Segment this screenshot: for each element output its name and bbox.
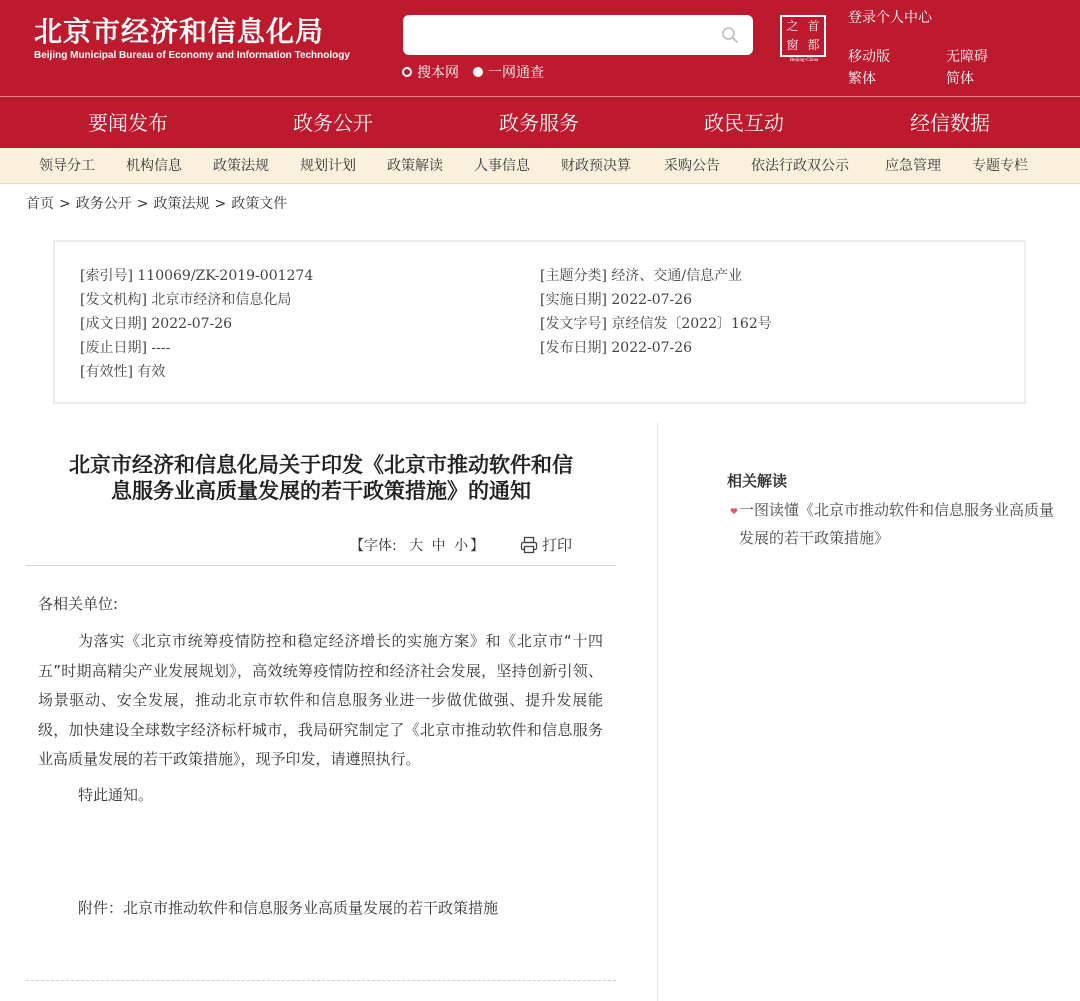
- meta-issuer: [发文机构] 北京市经济和信息化局: [80, 292, 292, 308]
- main-nav-label: 经信数据: [910, 111, 990, 135]
- breadcrumb-open-government[interactable]: 政务公开: [75, 196, 132, 212]
- breadcrumb-separator: >: [214, 196, 227, 212]
- mobile-version-link[interactable]: 移动版: [848, 49, 890, 65]
- article-divider: [26, 565, 616, 566]
- seal-subtitle: Beijing-China: [789, 58, 819, 63]
- main-nav-data[interactable]: [842, 97, 1058, 149]
- font-size-small-button[interactable]: 小: [454, 538, 469, 554]
- search-scope-site[interactable]: [402, 62, 459, 82]
- search-scope-all[interactable]: [473, 62, 544, 82]
- sub-nav-item[interactable]: 政策解读: [387, 158, 443, 174]
- breadcrumb-policies[interactable]: 政策法规: [153, 196, 210, 212]
- meta-index-number: [索引号] 110069/ZK-2019-001274: [80, 268, 314, 284]
- meta-published-date: [发布日期] 2022-07-26: [540, 340, 693, 356]
- sub-nav-item[interactable]: 规划计划: [300, 158, 356, 174]
- article-attachment[interactable]: 附件：北京市推动软件和信息服务业高质量发展的若干政策措施: [78, 899, 499, 917]
- meta-topic: [主题分类] 经济、交通/信息产业: [540, 268, 743, 284]
- seal-char: 首: [807, 19, 820, 33]
- site-header: [0, 0, 1080, 96]
- main-nav-label: 政民互动: [704, 111, 784, 135]
- seal-char: 都: [807, 38, 820, 52]
- related-interpretation-title: 相关解读: [727, 472, 788, 490]
- site-logo-subtitle: Beijing Municipal Bureau of Economy and Information Technology: [34, 50, 350, 61]
- heart-bullet-icon: [730, 507, 738, 515]
- breadcrumb-home[interactable]: 首页: [26, 196, 54, 212]
- article-title: [26, 452, 616, 504]
- main-nav-news[interactable]: [20, 97, 236, 149]
- capital-window-seal[interactable]: [780, 15, 828, 65]
- article-title-line: 北京市经济和信息化局关于印发《北京市推动软件和信: [69, 453, 573, 477]
- search-icon[interactable]: [721, 26, 739, 44]
- site-logo-title[interactable]: 北京市经济和信息化局: [34, 15, 325, 48]
- sub-nav-item[interactable]: 领导分工: [39, 158, 95, 174]
- font-size-label: 【字体:: [350, 538, 397, 554]
- meta-validity: [有效性] 有效: [80, 364, 166, 380]
- meta-effective-date: [实施日期] 2022-07-26: [540, 292, 693, 308]
- search-scope-all-label: 一网通查: [488, 65, 544, 81]
- seal-logo: [780, 15, 826, 57]
- sub-nav-item[interactable]: 应急管理: [885, 158, 941, 174]
- sub-nav-item[interactable]: 依法行政双公示: [751, 158, 849, 174]
- seal-char: 之: [786, 19, 799, 33]
- accessibility-link[interactable]: 无障碍: [946, 49, 988, 65]
- main-nav-services[interactable]: [431, 97, 647, 149]
- printer-icon: [520, 536, 538, 554]
- breadcrumb: [26, 193, 287, 213]
- document-metadata: [53, 240, 1026, 404]
- main-nav-label: 政务公开: [293, 97, 373, 149]
- font-size-control: [350, 535, 484, 555]
- traditional-chinese-link[interactable]: 繁体: [848, 71, 876, 87]
- login-personal-center-link[interactable]: 登录个人中心: [848, 10, 932, 26]
- seal-char: 窗: [786, 38, 799, 52]
- article-salutation: 各相关单位:: [38, 595, 119, 613]
- main-nav-label: 要闻发布: [88, 111, 168, 135]
- simplified-chinese-link[interactable]: 简体: [946, 71, 974, 87]
- meta-document-number: [发文字号] 京经信发〔2022〕162号: [540, 316, 772, 332]
- meta-abolished-date: [废止日期] ----: [80, 340, 171, 356]
- main-nav-open-government[interactable]: [225, 97, 441, 149]
- article-title-line: 息服务业高质量发展的若干政策措施》的通知: [111, 479, 531, 503]
- sub-nav-item[interactable]: 采购公告: [664, 158, 720, 174]
- print-label: 打印: [542, 536, 573, 554]
- search-scope-site-label: 搜本网: [417, 65, 459, 81]
- breadcrumb-separator: >: [136, 196, 149, 212]
- article-notice: 特此通知。: [78, 786, 154, 804]
- column-divider: [657, 422, 658, 1001]
- radio-checked-icon: [473, 67, 483, 77]
- radio-unchecked-icon: [402, 67, 412, 77]
- main-nav-label: 政务服务: [499, 111, 579, 135]
- breadcrumb-policy-documents[interactable]: 政策文件: [231, 196, 288, 212]
- article-paragraph: 为落实《北京市统筹疫情防控和稳定经济增长的实施方案》和《北京市“十四五”时期高精尖产业发展规划》，高效统筹疫情防控和经济社会发展，坚持创新引领、场景驱动、安全发展，推动北京市软件和信息服务业进一步做优做强、提升发展能级，加快建设全球数字经济标杆城市，我局研究制定了《北京市推动软件和信息服务业高质量发展的若干政策措施》，现予印发，请遵照执行。: [38, 632, 603, 768]
- sub-nav: [0, 148, 1080, 184]
- main-nav: [0, 96, 1080, 148]
- search-input[interactable]: [403, 15, 753, 55]
- font-size-medium-button[interactable]: 中: [431, 538, 446, 554]
- meta-created-date: [成文日期] 2022-07-26: [80, 316, 233, 332]
- search-scope-options: [402, 62, 558, 82]
- font-size-large-button[interactable]: 大: [409, 538, 424, 554]
- sub-nav-item[interactable]: 人事信息: [474, 158, 530, 174]
- breadcrumb-separator: >: [59, 196, 71, 212]
- article-bottom-divider: [26, 980, 616, 981]
- print-button[interactable]: [520, 534, 572, 555]
- sub-nav-item[interactable]: 财政预决算: [561, 158, 631, 174]
- font-size-close: 】: [470, 538, 485, 554]
- sub-nav-item[interactable]: 专题专栏: [972, 158, 1028, 174]
- related-interpretation-link[interactable]: 一图读懂《北京市推动软件和信息服务业高质量发展的若干政策措施》: [739, 501, 1055, 547]
- sub-nav-item[interactable]: 政策法规: [213, 158, 269, 174]
- main-nav-interaction[interactable]: [636, 97, 852, 149]
- sub-nav-item[interactable]: 机构信息: [126, 158, 182, 174]
